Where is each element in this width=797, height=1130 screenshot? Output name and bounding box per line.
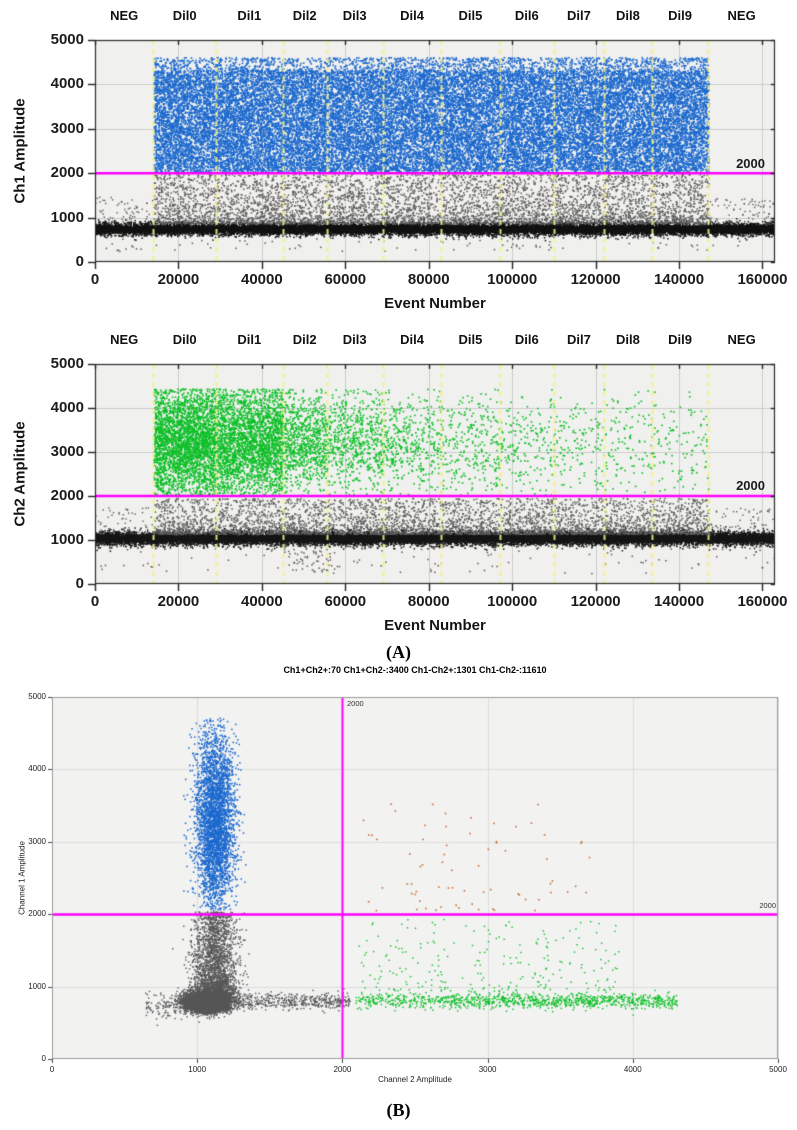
scatter2d-xtick-1000: 1000 — [188, 1065, 207, 1074]
ch2-plot-ytick-5000: 5000 — [50, 355, 84, 372]
ch1-plot-xtick-20000: 20000 — [157, 271, 200, 288]
scatter2d-ytick-5000: 5000 — [28, 692, 46, 701]
ch2-plot-xtick-20000: 20000 — [157, 593, 200, 610]
ch1-plot-section-label-dil4-5: Dil4 — [400, 8, 424, 23]
ch2-plot-y-axis-label: Ch2 Amplitude — [11, 421, 29, 527]
ch1-plot-section-label-dil7-8: Dil7 — [567, 8, 591, 23]
ch1-plot-xtick-80000: 80000 — [407, 271, 450, 288]
ch2-plot-xtick-40000: 40000 — [241, 593, 283, 610]
ch1-plot-section-label-dil9-10: Dil9 — [668, 8, 692, 23]
ch2-plot-ytick-4000: 4000 — [50, 399, 84, 416]
ch1-plot-xtick-0: 0 — [90, 271, 100, 288]
ch2-plot-x-axis-label: Event Number — [384, 617, 486, 634]
ch1-plot-xtick-40000: 40000 — [241, 271, 283, 288]
ch2-plot-section-label-dil0-1: Dil0 — [172, 332, 197, 347]
ch1-plot-section-label-dil5-6: Dil5 — [458, 8, 483, 23]
ch1-plot-y-axis-label: Ch1 Amplitude — [11, 98, 29, 204]
ch2-plot-xtick-80000: 80000 — [407, 593, 450, 610]
ch2-plot-section-label-dil8-9: Dil8 — [616, 332, 640, 347]
scatter-2d-vertical-threshold-label: 2000 — [347, 699, 364, 708]
ch1-plot-section-label-dil0-1: Dil0 — [172, 8, 197, 23]
ch1-plot-section-label-dil6-7: Dil6 — [514, 8, 539, 23]
scatter2d-xtick-4000: 4000 — [623, 1065, 642, 1074]
ch2-plot-ytick-1000: 1000 — [50, 531, 84, 548]
panel-b-letter: (B) — [386, 1100, 411, 1120]
panel-a-letter: (A) — [386, 642, 411, 662]
ch1-plot-ytick-3000: 3000 — [50, 119, 84, 137]
ch2-plot-section-label-dil9-10: Dil9 — [668, 332, 692, 347]
ch1-plot-x-axis-label: Event Number — [384, 295, 486, 312]
scatter2d-xtick-0: 0 — [49, 1065, 55, 1074]
ch2-plot-xtick-160000: 160000 — [737, 593, 788, 610]
scatter2d-xtick-5000: 5000 — [769, 1065, 787, 1074]
ch1-plot-xtick-60000: 60000 — [324, 271, 367, 288]
ch1-plot-section-label-dil8-9: Dil8 — [616, 8, 640, 23]
ch1-plot-ytick-2000: 2000 — [50, 164, 84, 182]
ch2-plot-xtick-120000: 120000 — [570, 593, 621, 610]
ch1-plot-section-label-dil3-4: Dil3 — [342, 8, 367, 23]
ch2-threshold-label: 2000 — [736, 478, 765, 493]
ch2-plot-xtick-60000: 60000 — [324, 593, 367, 610]
ch1-plot-xtick-100000: 100000 — [487, 271, 538, 288]
ch2-plot-section-label-dil6-7: Dil6 — [514, 332, 539, 347]
ch2-plot-section-label-neg-0: NEG — [110, 332, 139, 347]
ch2-plot-section-label-dil7-8: Dil7 — [567, 332, 591, 347]
scatter2d-xtick-3000: 3000 — [478, 1065, 497, 1074]
ch1-plot-ytick-5000: 5000 — [50, 31, 84, 48]
scatter2d-xtick-2000: 2000 — [333, 1065, 352, 1074]
ch2-plot-section-label-dil2-3: Dil2 — [292, 332, 317, 347]
ch2-plot-section-label-dil3-4: Dil3 — [342, 332, 367, 347]
scatter2d-ytick-4000: 4000 — [28, 764, 46, 774]
ch1-plot-xtick-160000: 160000 — [737, 271, 788, 288]
ch2-plot-section-label-dil5-6: Dil5 — [458, 332, 483, 347]
scatter-2d-horizontal-threshold-label: 2000 — [759, 901, 776, 910]
ch2-plot-xtick-100000: 100000 — [487, 593, 538, 610]
ch2-plot-section-label-dil1-2: Dil1 — [237, 332, 262, 347]
ch2-plot-section-label-neg-11: NEG — [727, 332, 756, 347]
scatter2d-ytick-0: 0 — [41, 1054, 46, 1063]
ch1-threshold-label: 2000 — [736, 156, 765, 171]
scatter2d-ytick-2000: 2000 — [28, 909, 46, 919]
ch1-plot-xtick-140000: 140000 — [654, 271, 705, 288]
ch2-plot-ytick-3000: 3000 — [50, 443, 84, 460]
scatter-2d-title: Ch1+Ch2+:70 Ch1+Ch2-:3400 Ch1-Ch2+:1301 Ch1-Ch2-:11610 — [283, 665, 547, 675]
ch1-plot-ytick-0: 0 — [75, 253, 84, 270]
scatter2d-ytick-1000: 1000 — [28, 981, 46, 991]
ch1-plot-section-label-dil2-3: Dil2 — [292, 8, 317, 23]
ch2-plot-xtick-0: 0 — [90, 593, 100, 610]
ch2-plot-xtick-140000: 140000 — [654, 593, 705, 610]
ch1-plot-section-label-dil1-2: Dil1 — [237, 8, 262, 23]
scatter-2d-x-axis-label: Channel 2 Amplitude — [378, 1075, 452, 1084]
ch2-plot-ytick-0: 0 — [75, 575, 84, 592]
scatter-2d-y-axis-label: Channel 1 Amplitude — [17, 841, 27, 915]
scatter2d-ytick-3000: 3000 — [28, 836, 46, 846]
ch1-plot-section-label-neg-11: NEG — [727, 8, 756, 23]
ch1-plot-xtick-120000: 120000 — [570, 271, 621, 288]
ch2-plot-section-label-dil4-5: Dil4 — [400, 332, 424, 347]
ch2-plot-ytick-2000: 2000 — [50, 487, 84, 504]
ch1-plot-ytick-4000: 4000 — [50, 75, 84, 93]
ch1-plot-ytick-1000: 1000 — [50, 208, 84, 226]
ch1-plot-section-label-neg-0: NEG — [110, 8, 139, 23]
